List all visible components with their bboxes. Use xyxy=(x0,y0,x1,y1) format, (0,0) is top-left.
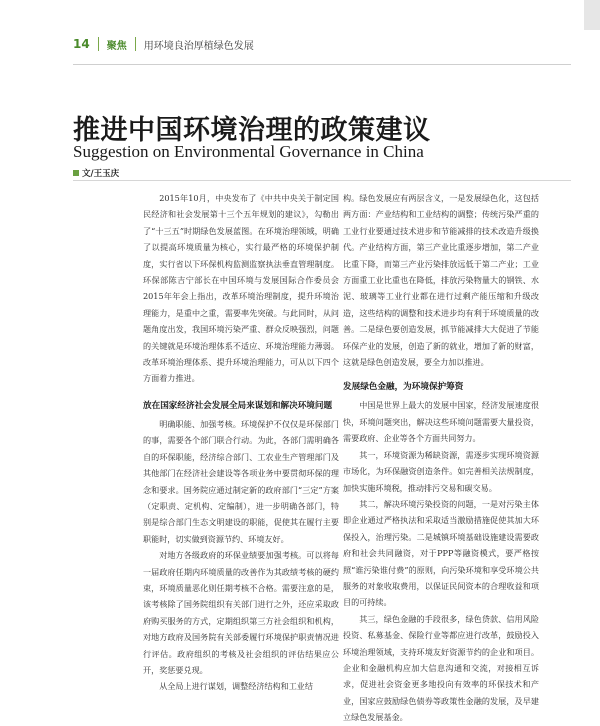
body-paragraph: 对地方各级政府的环保业绩要加强考核。可以将每一届政府任期内环境质量的改善作为其政绩考核的硬约束，环境质量恶化则任期考核不合格。需要注意的是，该考核除了国务院组织有关部门进行之外，还应采取政府购买服务的方式，定期组织第三方社会组织和机构，对地方政府及国务院有关部委履行环境保护职责情况进行评估。政府组织的考核及社会组织的评估结果应公开，奖惩要兑现。 xyxy=(143,550,339,675)
running-title: 用环境良治厚植绿色发展 xyxy=(143,40,254,52)
article-subtitle: Suggestion on Environmental Governance in China xyxy=(73,142,424,161)
section-tag: 聚焦 xyxy=(106,40,127,52)
body-paragraph: 从全局上进行谋划，调整经济结构和工业结 xyxy=(159,681,313,692)
byline-rule xyxy=(73,180,571,181)
page-corner-mark xyxy=(584,0,600,30)
section-heading: 放在国家经济社会发展全局来谋划和解决环境问题 xyxy=(143,400,333,411)
continued-paragraph: 构。绿色发展应有两层含义，一是发展绿色化，这包括两方面：产业结构和工业结构的调整；传统污染严重的工业行业要通过技术进步和节能减排的技术改造升级换代。产业结构方面，第三产业比重逐步增加，第二产业比重下降，而第三产业污染排放远低于第二产业；工业方面重工业比重也在降低，排放污染物量大的钢铁、水泥、玻璃等工业行业都在进行过剩产能压缩和升级改造，这些结构的调整和技术进步均有利于环境质量的改善。二是绿色要创造发展，抓节能减排大大促进了节能环保产业的发展，创造了新的就业，增加了新的财富，这就是绿色创造发展，要全力加以推进。 xyxy=(343,193,539,368)
body-paragraph: 明确职能、加强考核。环境保护不仅仅是环保部门的事，需要各个部门联合行动。为此，各部门需明确各自的环保职能，经济综合部门、工农业生产管理部门及其他部门在经济社会建设等各项业务中要贯彻环保的理念和要求。国务院应通过制定新的政府部门“三定”方案（定职责、定机构、定编制），进一步明确各部门，特别是综合部门生态文明建设的职能，促使其在履行主要职能时，切实做到资源节约、环境友好。 xyxy=(143,418,339,544)
body-paragraph: 其三，绿色金融的手段很多，绿色贷款、信用风险投资、私募基金、保险行业等都应进行改革，鼓励投入环境治理领域，支持环境友好资源节约的企业和项目。企业和金融机构应加大信息沟通和交流，对接相互诉求，促进社会资金更多地投向有效率的环保技术和产业，国家应鼓励绿色债券等政策性金融的发展，及早建立绿色发展基金。 xyxy=(343,613,539,723)
body-paragraph: 中国是世界上最大的发展中国家，经济发展速度很快，环境问题突出，解决这些环境问题需要大量投资，需要政府、企业等各个方面共同努力。 xyxy=(343,400,539,444)
header-rule xyxy=(73,64,571,65)
page-header xyxy=(73,32,254,56)
byline-text: 文/王玉庆 xyxy=(82,169,120,179)
byline xyxy=(73,167,119,179)
article-title: 推进中国环境治理的政策建议 xyxy=(73,115,431,146)
left-column xyxy=(143,190,339,695)
body-paragraph: 其一，环境资源为稀缺资源，需逐步实现环境资源市场化，为环保融资创造条件。如完善相关法规制度，加快实施环境税，推动排污交易和碳交易。 xyxy=(343,449,539,493)
byline-square-icon xyxy=(73,170,79,176)
intro-paragraph: 2015年10月，中央发布了《中共中央关于制定国民经济和社会发展第十三个五年规划的建议》，勾勒出了“十三五”时期绿色发展蓝图。在环境治理领域，明确了以提高环境质量为核心，实行最严格的环境保护制度，实行省以下环保机构监测监察执法垂直管理制度。环保部陈吉宁部长在中国环境与发展国际合作委员会2015年年会上指出，改革环境治理制度，提升环境治理能力，是重中之重，需要率先突破。与此同时，从问题角度出发，我国环境污染严重、群众反映强烈，问题的关键就是环境治理体系不适应、环境治理能力薄弱。改革环境治理体系、提升环境治理能力，可从以下四个方面着力推进。 xyxy=(143,193,339,384)
right-column xyxy=(343,190,539,726)
header-divider xyxy=(98,37,99,51)
body-paragraph: 其二，解决环境污染投资的问题，一是对污染主体即企业通过严格执法和采取适当激励措施促使其加大环保投入，治理污染。二是城镇环境基础设施建设需要政府和社会共同融资，对于PPP等融资模式，要严格按照“谁污染谁付费”的原则，向污染环境和享受环境公共服务的对象收取费用，以保证民间资本的合理收益和项目的可持续。 xyxy=(343,498,539,608)
section-heading: 发展绿色金融，为环境保护筹资 xyxy=(343,382,464,393)
page-number: 14 xyxy=(73,37,90,51)
header-divider xyxy=(135,37,136,51)
